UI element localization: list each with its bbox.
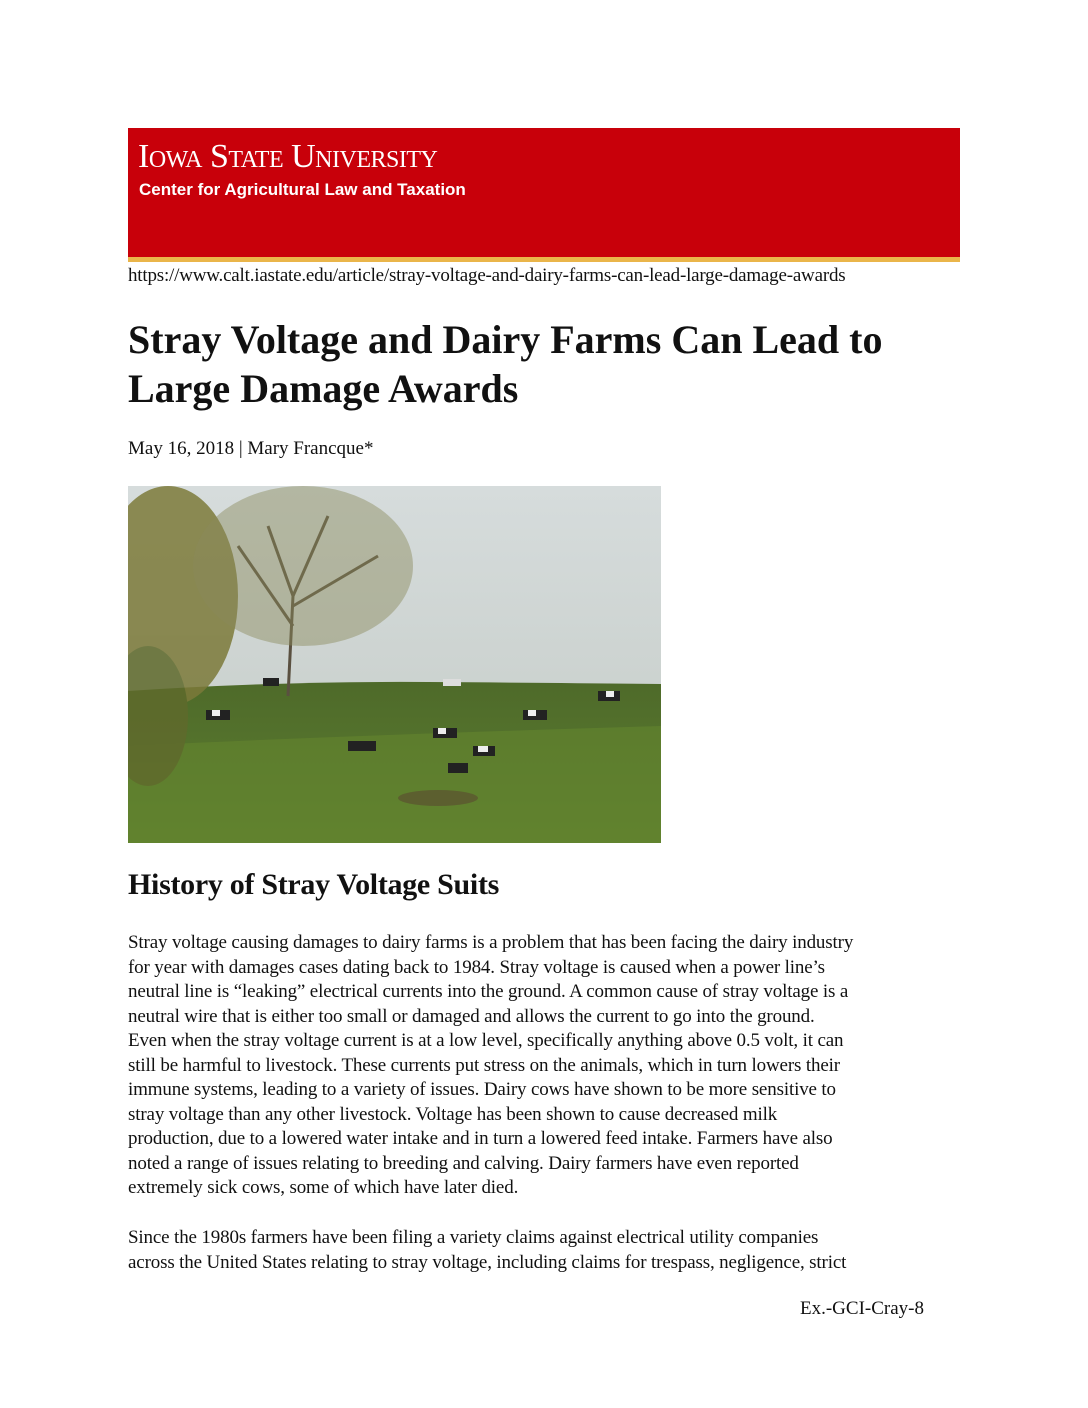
pasture-cows-photo (128, 486, 661, 843)
title-line: Large Damage Awards (128, 366, 519, 411)
article-title (128, 315, 988, 413)
university-logo-text: Iowa State University (138, 138, 438, 175)
text-line: across the United States relating to stray voltage, including claims for trespass, negligence, strict (128, 1251, 847, 1273)
text-line: Stray voltage causing damages to dairy farms is a problem that has been facing the dairy industry (128, 932, 854, 953)
text-line: Even when the stray voltage current is at a low level, specifically anything above 0.5 volt, it can (128, 1030, 844, 1051)
text-line: stray voltage than any other livestock. Voltage has been shown to cause decreased milk (128, 1103, 778, 1125)
section-heading: History of Stray Voltage Suits (128, 868, 500, 901)
text-line: noted a range of issues relating to breeding and calving. Dairy farmers have even reported (128, 1152, 799, 1174)
header-banner (128, 128, 960, 258)
text-line: for year with damages cases dating back to 1984. Stray voltage is caused when a power line’s (128, 956, 825, 978)
text-line: still be harmful to livestock. These currents put stress on the animals, which in turn lowers their (128, 1054, 840, 1076)
title-line: Stray Voltage and Dairy Farms Can Lead to (128, 317, 883, 362)
text-line: immune systems, leading to a variety of issues. Dairy cows have shown to be more sensitive to (128, 1079, 836, 1100)
center-name: Center for Agricultural Law and Taxation (139, 180, 466, 199)
exhibit-label: Ex.-GCI-Cray-8 (800, 1298, 924, 1319)
paragraph-history (128, 931, 968, 1201)
article-meta: May 16, 2018 | Mary Francque* (128, 438, 374, 459)
text-line: neutral wire that is either too small or damaged and allows the current to go into the ground. (128, 1005, 815, 1027)
paragraph-claims (128, 1226, 968, 1275)
text-line: extremely sick cows, some of which have later died. (128, 1177, 519, 1198)
text-line: production, due to a lowered water intake and in turn a lowered feed intake. Farmers have also (128, 1128, 833, 1149)
text-line: neutral line is “leaking” electrical currents into the ground. A common cause of stray voltage is a (128, 981, 849, 1002)
source-url: https://www.calt.iastate.edu/article/stray-voltage-and-dairy-farms-can-lead-large-damage-awards (128, 265, 846, 286)
gold-divider (128, 257, 960, 262)
text-line: Since the 1980s farmers have been filing a variety claims against electrical utility companies (128, 1227, 819, 1248)
